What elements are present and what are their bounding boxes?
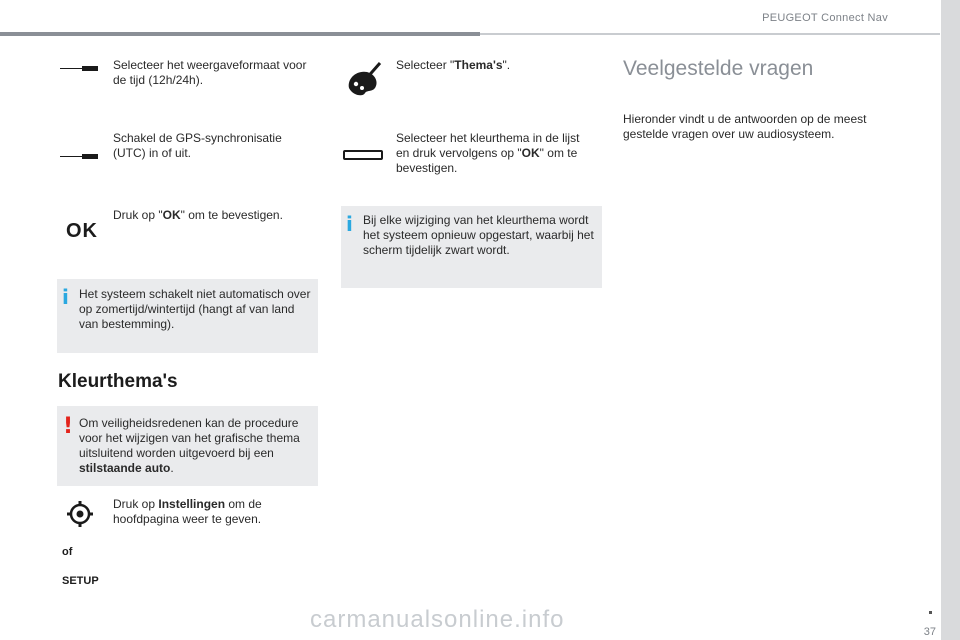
step-gps-sync: Schakel de GPS-synchronisatie (UTC) in of uit. bbox=[113, 131, 282, 160]
header-rule-light bbox=[480, 33, 940, 35]
section-title-kleurthemas: Kleurthema's bbox=[58, 371, 178, 392]
info-text-restart: Bij elke wijziging van het kleurthema wordt het systeem opnieuw opgestart, waarbij het scherm tijdelijk zwart wordt. bbox=[363, 213, 594, 257]
info-icon: i bbox=[346, 212, 353, 236]
info-box-restart bbox=[341, 206, 602, 288]
warning-text: Om veiligheidsredenen kan de procedure voor het wijzigen van het grafische thema uitsluitend worden uitgevoerd bij een stilstaande auto. bbox=[79, 416, 300, 475]
gear-icon bbox=[66, 500, 94, 528]
palette-icon bbox=[343, 60, 383, 100]
warning-icon: ! bbox=[63, 414, 74, 439]
info-text-dst: Het systeem schakelt niet automatisch over op zomertijd/wintertijd (hangt af van land van bestemming). bbox=[79, 287, 311, 331]
step-confirm-ok: Druk op "OK" om te bevestigen. bbox=[113, 208, 283, 222]
info-icon: i bbox=[62, 285, 69, 309]
continuation-dot bbox=[929, 611, 932, 614]
faq-title: Veelgestelde vragen bbox=[623, 57, 814, 80]
step-open-settings: Druk op Instellingen om de hoofdpagina weer te geven. bbox=[113, 497, 262, 526]
setup-button-label: SETUP bbox=[62, 575, 99, 587]
warning-box bbox=[57, 406, 318, 486]
page-number: 37 bbox=[923, 626, 936, 638]
info-box-dst bbox=[57, 279, 318, 353]
ok-button-icon: OK bbox=[66, 220, 98, 242]
button-frame-icon bbox=[343, 150, 383, 160]
button-line-icon-cap bbox=[82, 66, 98, 71]
button-line-icon-cap bbox=[82, 154, 98, 159]
step-time-format: Selecteer het weergaveformaat voor de tijd (12h/24h). bbox=[113, 58, 307, 87]
faq-intro: Hieronder vindt u de antwoorden op de meest gestelde vragen over uw audiosysteem. bbox=[623, 112, 867, 141]
or-label: of bbox=[62, 546, 73, 558]
page-side-strip bbox=[941, 0, 960, 640]
header-title: PEUGEOT Connect Nav bbox=[762, 12, 888, 24]
step-select-themes: Selecteer "Thema's". bbox=[396, 58, 511, 72]
header-rule bbox=[0, 32, 480, 36]
watermark: carmanualsonline.info bbox=[310, 606, 565, 633]
step-select-color-theme: Selecteer het kleurthema in de lijst en druk vervolgens op "OK" om te bevestigen. bbox=[396, 131, 580, 175]
